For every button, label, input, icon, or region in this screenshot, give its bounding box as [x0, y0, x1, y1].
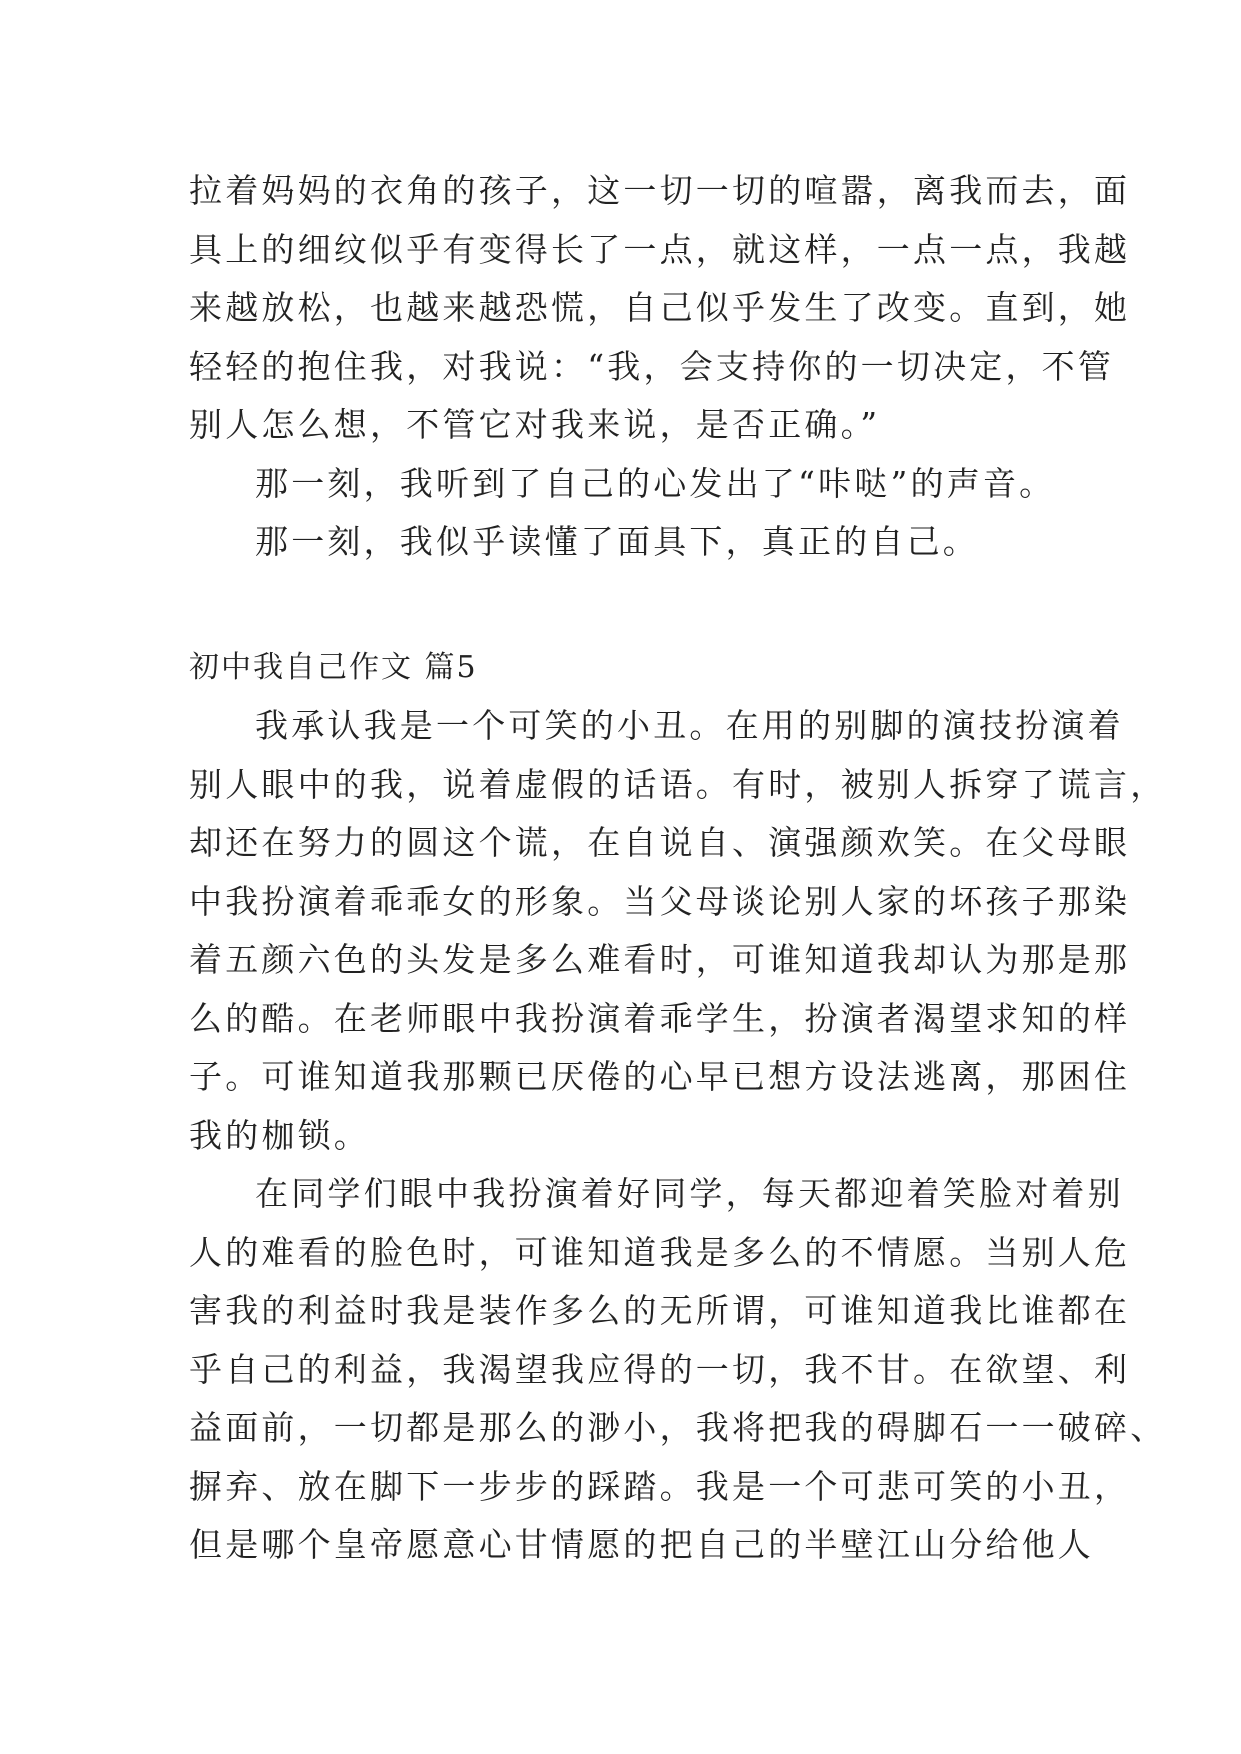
text-line: 但是哪个皇帝愿意心甘情愿的把自己的半壁江山分给他人 [189, 1525, 1094, 1564]
text-line: 益面前，一切都是那么的渺小，我将把我的碍脚石一一破碎、 [189, 1408, 1167, 1447]
text-line: 中我扮演着乖乖女的形象。当父母谈论别人家的坏孩子那染 [189, 881, 1131, 921]
text-line: 别人怎么想，不管它对我来说，是否正确。” [189, 405, 881, 444]
text-line: 着五颜六色的头发是多么难看时，可谁知道我却认为那是那 [189, 940, 1131, 979]
text-line: 那一刻，我听到了自己的心发出了“咔哒”的声音。 [255, 463, 1056, 503]
text-line: 乎自己的利益，我渴望我应得的一切，我不甘。在欲望、利 [189, 1349, 1131, 1389]
text-line: 在同学们眼中我扮演着好同学，每天都迎着笑脸对着别 [255, 1174, 1124, 1213]
text-line: 么的酷。在老师眼中我扮演着乖学生，扮演者渴望求知的样 [189, 998, 1131, 1038]
text-line: 拉着妈妈的衣角的孩子，这一切一切的喧嚣，离我而去，面 [189, 171, 1131, 210]
text-line: 具上的细纹似乎有变得长了一点，就这样，一点一点，我越 [189, 229, 1131, 269]
text-line: 那一刻，我似乎读懂了面具下，真正的自己。 [255, 522, 979, 561]
paragraph-true-self [189, 513, 1059, 572]
text-line: 我的枷锁。 [189, 1115, 370, 1155]
paragraph-classmates [189, 1165, 1167, 1575]
document-body [189, 162, 1167, 1575]
text-line: 来越放松，也越来越恐慌，自己似乎发生了改变。直到，她 [189, 288, 1131, 327]
text-line: 人的难看的脸色时，可谁知道我是多么的不情愿。当别人危 [189, 1232, 1131, 1272]
text-line: 却还在努力的圆这个谎，在自说自、演强颜欢笑。在父母眼 [189, 823, 1131, 862]
paragraph-heard-click [189, 455, 1059, 514]
text-line: 害我的利益时我是装作多么的无所谓，可谁知道我比谁都在 [189, 1291, 1131, 1330]
text-line: 我承认我是一个可笑的小丑。在用的别脚的演技扮演着 [255, 706, 1124, 745]
section-title: 初中我自己作文 篇5 [189, 649, 478, 685]
text-line: 摒弃、放在脚下一步步的踩踏。我是一个可悲可笑的小丑， [189, 1466, 1131, 1506]
text-line: 子。可谁知道我那颗已厌倦的心早已想方设法逃离，那困住 [189, 1057, 1131, 1096]
text-line: 别人眼中的我，说着虚假的话语。有时，被别人拆穿了谎言， [189, 764, 1167, 804]
paragraph-clown [189, 697, 1167, 1165]
text-line: 轻轻的抱住我，对我说：“我，会支持你的一切决定，不管 [189, 346, 1115, 386]
paragraph-continued [189, 162, 1131, 455]
section-gap [189, 572, 1059, 639]
